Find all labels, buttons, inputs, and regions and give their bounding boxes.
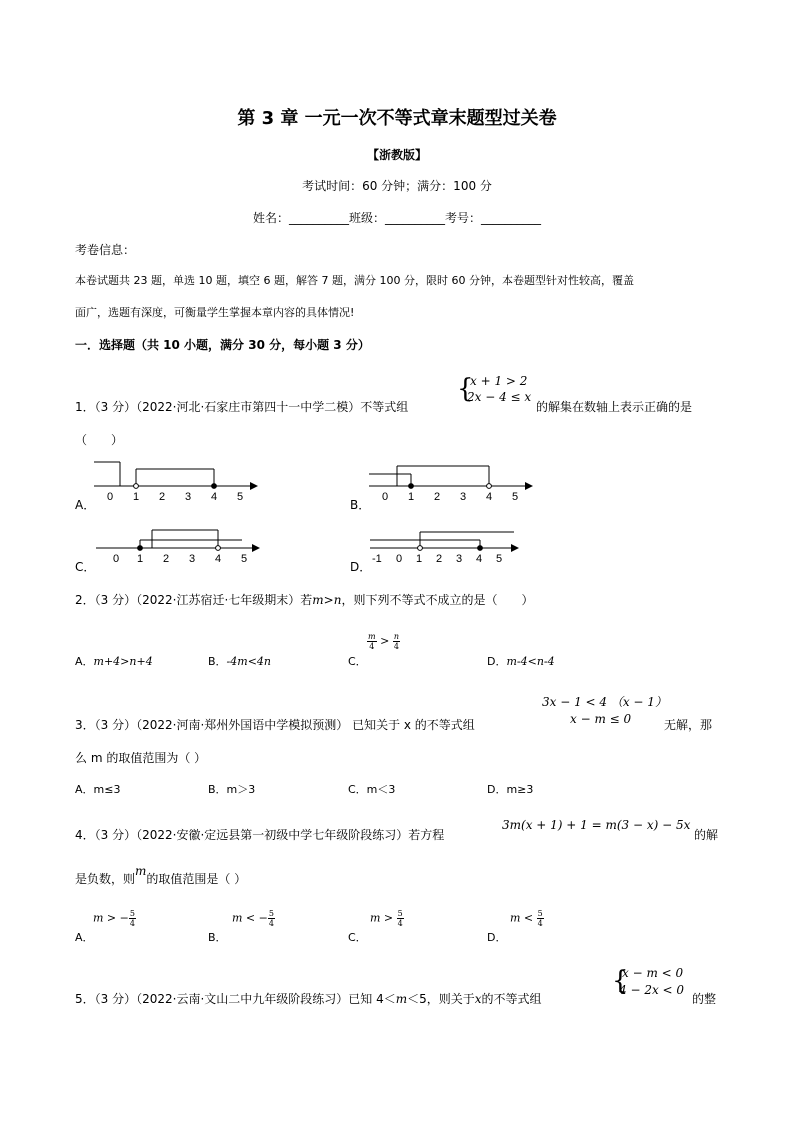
notice-line-1: 本卷试题共 23 题，单选 10 题，填空 6 题，解答 7 题，满分 100 分，限时 60 分钟，本卷题型针对性较高，覆盖 <box>75 274 634 287</box>
q4b-num: 5 <box>268 909 274 918</box>
q1-system-line-2: 2x − 4 ≤ x <box>467 390 532 404</box>
q5-system-line-2: 4 − 2x < 0 <box>619 983 685 997</box>
q1c-tick-0: 0 <box>113 553 120 565</box>
q1-system-line-1: x + 1 > 2 <box>470 374 528 388</box>
q1-option-a-label: A． <box>75 498 96 512</box>
q4c-den: 4 <box>397 919 403 928</box>
q2-option-d <box>487 653 555 669</box>
q1a-tick-2: 2 <box>159 491 166 503</box>
q2c-den-2: 4 <box>393 642 399 651</box>
q2-stem <box>75 591 533 608</box>
q1c-tick-5: 5 <box>241 553 248 565</box>
q2-option-b <box>208 653 271 669</box>
q1a-tick-0: 0 <box>107 491 114 503</box>
q5-system-line-1: x − m < 0 <box>622 966 684 980</box>
q5-stem-suffix: 的整 <box>692 992 717 1006</box>
q5-var-x: x <box>474 992 482 1006</box>
q2-option-d-label: D． <box>487 655 507 668</box>
q4-stem-line-2 <box>75 864 247 887</box>
q4-equation: 3m(x + 1) + 1 = m(3 − x) − 5x <box>502 818 691 832</box>
q4-option-d-label: D． <box>487 931 507 944</box>
q5-prefix: 5．（3 分）（2022·云南·文山二中九年级阶段练习）已知 4＜ <box>75 992 396 1006</box>
q1a-tick-4: 4 <box>211 491 218 503</box>
q2-option-a-label: A． <box>75 655 94 668</box>
q4-option-a-expr <box>93 909 136 928</box>
q1-option-d-label: D． <box>350 560 372 574</box>
q1a-tick-3: 3 <box>185 491 192 503</box>
q2c-relation: > <box>380 634 390 648</box>
q2c-den-1: 4 <box>369 642 375 651</box>
q2-option-a <box>75 653 153 669</box>
q3-option-b: B．m＞3 <box>208 783 256 796</box>
q5-mid: ＜5，则关于 <box>407 992 475 1006</box>
q1b-tick-0: 0 <box>382 491 389 503</box>
q1d-tick-6: 5 <box>496 553 503 565</box>
q1-stem: 1．（3 分）（2022·河北·石家庄市第四十一中学二模）不等式组 <box>75 400 409 414</box>
q1c-tick-2: 2 <box>163 553 170 565</box>
q4b-text: m < − <box>232 911 268 925</box>
q1-option-b-numberline <box>365 460 535 505</box>
q2-option-a-text: m+4>n+4 <box>93 655 153 668</box>
notice-label: 考卷信息： <box>75 243 136 257</box>
q1d-tick-4: 3 <box>456 553 463 565</box>
q4d-num: 5 <box>537 909 543 918</box>
q3-option-d: D．m≥3 <box>487 783 534 796</box>
q4c-num: 5 <box>397 909 403 918</box>
q3-stem-line-2: 么 m 的取值范围为（ ） <box>75 751 207 765</box>
q1c-tick-1: 1 <box>137 553 144 565</box>
q4b-den: 4 <box>268 919 274 928</box>
q4-option-d-expr <box>510 909 544 928</box>
q2-option-b-label: B． <box>208 655 227 668</box>
q4a-den: 4 <box>129 919 135 928</box>
q1b-tick-4: 4 <box>486 491 493 503</box>
q4-line2-b: 的取值范围是（ ） <box>146 872 247 886</box>
q4-line2-a: 是负数，则 <box>75 872 136 886</box>
q1d-tick-2: 1 <box>416 553 423 565</box>
q1-option-c-label: C． <box>75 560 96 574</box>
q4-stem: 4．（3 分）（2022·安徽·定远县第一初级中学七年级阶段练习）若方程 <box>75 828 445 842</box>
q1-option-c-numberline <box>92 522 264 567</box>
q2-option-b-text: -4m<4n <box>226 655 271 668</box>
q5-stem <box>75 990 542 1007</box>
q3-stem: 3．（3 分）（2022·河南·郑州外国语中学模拟预测） 已知关于 x 的不等式组 <box>75 718 475 732</box>
q4-option-b-expr <box>232 909 275 928</box>
q2-prefix: 2．（3 分）（2022·江苏宿迁·七年级期末）若 <box>75 593 313 607</box>
q1-option-d-numberline <box>366 522 526 567</box>
q4c-text: m > <box>370 911 394 925</box>
q1d-tick-1: 0 <box>396 553 403 565</box>
q4-line2-var: m <box>135 864 147 878</box>
q4a-num: 5 <box>129 909 135 918</box>
q4a-text: m > − <box>93 911 129 925</box>
page-title: 第 3 章 一元一次不等式章末题型过关卷 <box>237 108 557 129</box>
q4-option-b-label: B． <box>208 931 227 944</box>
exam-info: 考试时间：60 分钟；满分：100 分 <box>302 179 492 193</box>
q2c-num-1: m <box>368 632 376 641</box>
q1-option-a-numberline <box>90 460 260 505</box>
q4-option-c-expr <box>370 909 404 928</box>
q1d-tick-5: 4 <box>476 553 483 565</box>
q3-stem-suffix: 无解，那 <box>664 718 713 732</box>
q1-answer-paren: （ ） <box>75 433 124 447</box>
q2c-num-2: n <box>393 632 399 641</box>
notice-line-2: 面广，选题有深度，可衡量学生掌握本章内容的具体情况! <box>75 306 355 319</box>
q1c-tick-3: 3 <box>189 553 196 565</box>
q2-condition: m>n <box>312 593 342 607</box>
section-heading: 一．选择题（共 10 小题，满分 30 分，每小题 3 分） <box>75 338 370 352</box>
q5-brace-icon: { <box>612 966 629 996</box>
q1a-tick-1: 1 <box>133 491 140 503</box>
q4d-text: m < <box>510 911 534 925</box>
q3-option-c: C．m＜3 <box>348 783 396 796</box>
q2-option-d-text: m-4<n-4 <box>506 655 555 668</box>
q5-mid2: 的不等式组 <box>481 992 542 1006</box>
q4-stem-suffix: 的解 <box>694 828 719 842</box>
q3-option-a: A．m≤3 <box>75 783 121 796</box>
q2-option-c-expr <box>367 632 400 651</box>
q2-option-c-label: C． <box>348 655 367 668</box>
q5-var-m: m <box>395 992 408 1006</box>
q1d-tick-3: 2 <box>436 553 443 565</box>
q1d-tick-0: -1 <box>372 553 382 565</box>
q2-suffix: ，则下列不等式不成立的是（ ） <box>341 593 534 607</box>
q1c-tick-4: 4 <box>215 553 222 565</box>
q1b-tick-3: 3 <box>460 491 467 503</box>
q1b-tick-5: 5 <box>512 491 519 503</box>
q1-brace-icon: { <box>457 374 474 404</box>
q4-option-a-label: A． <box>75 931 94 944</box>
q1-option-b-label: B． <box>350 498 371 512</box>
student-fields: 姓名：__________班级：__________考号：__________ <box>252 211 541 225</box>
q3-system-line-1: 3x − 1 < 4 （x − 1） <box>542 695 667 709</box>
q1a-tick-5: 5 <box>237 491 244 503</box>
edition-label: 【浙教版】 <box>366 148 427 162</box>
q4d-den: 4 <box>537 919 543 928</box>
q1b-tick-1: 1 <box>408 491 415 503</box>
q1b-tick-2: 2 <box>434 491 441 503</box>
q1-stem-suffix: 的解集在数轴上表示正确的是 <box>536 400 693 414</box>
q3-system-line-2: x − m ≤ 0 <box>570 712 632 726</box>
q4-option-c-label: C． <box>348 931 367 944</box>
